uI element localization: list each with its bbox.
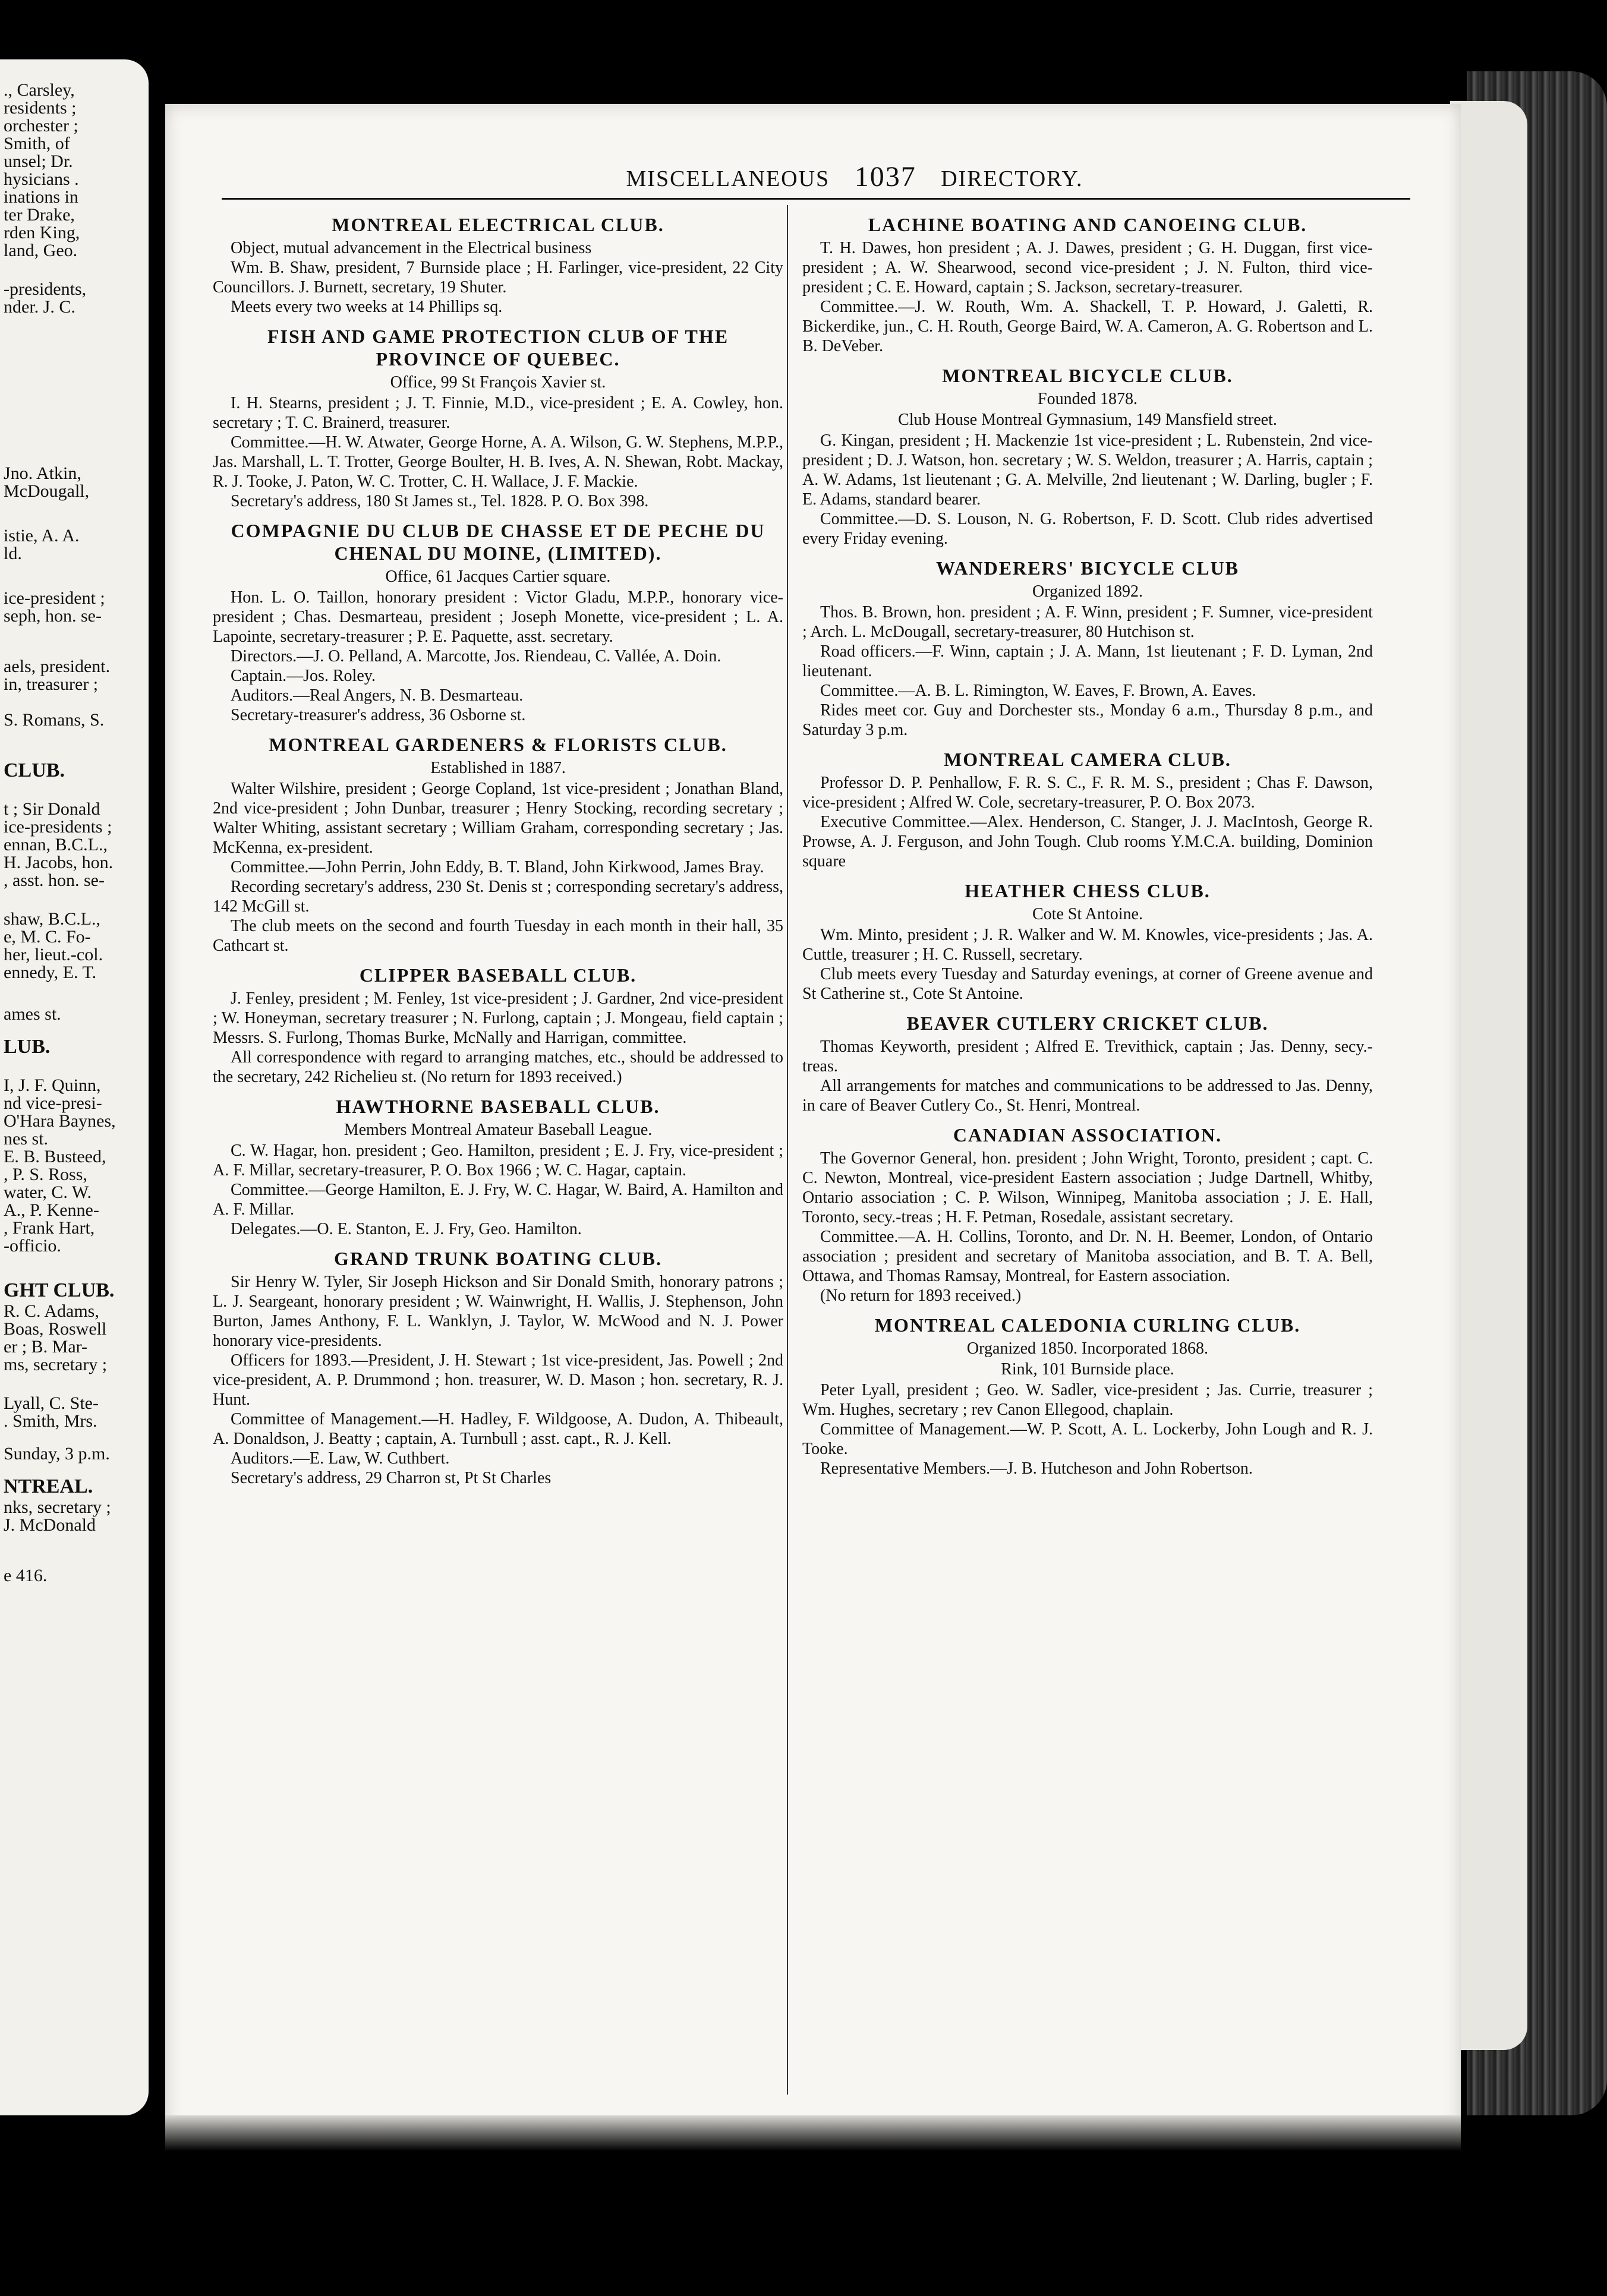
club-paragraph: Committee.—John Perrin, John Eddy, B. T. Bland, John Kirkwood, James Bray. — [231, 858, 764, 876]
left-page-text: . Smith, Mrs. — [4, 1411, 97, 1431]
left-page-text: nes st. — [4, 1129, 48, 1149]
left-page-text: her, lieut.-col. — [4, 945, 103, 964]
left-page-text: nd vice-presi- — [4, 1093, 102, 1113]
left-page-text: Smith, of — [4, 134, 70, 153]
left-page-text: land, Geo. — [4, 241, 78, 260]
club-paragraph: Committee of Management.—H. Hadley, F. Wildgoose, A. Dudon, A. Thibeault, A. Donaldson, J. Beatty ; captain, A. Turnbull ; asst. capt., R. J. Kell. — [213, 1410, 783, 1448]
club-paragraph: Committee.—J. W. Routh, Wm. A. Shackell, T. P. Howard, J. Galetti, R. Bickerdike, jun., C. H. Routh, George Baird, W. A. Cameron, A. G. Robertson and L. B. DeVeber. — [802, 298, 1373, 355]
club-entry — [802, 557, 1373, 740]
left-page-text: ennedy, E. T. — [4, 963, 97, 982]
club-paragraph: Secretary's address, 180 St James st., Tel. 1828. P. O. Box 398. — [231, 492, 649, 510]
left-page-text: Jno. Atkin, — [4, 463, 81, 483]
left-page-text: Boas, Roswell — [4, 1319, 107, 1339]
club-paragraph: Committee of Management.—W. P. Scott, A. L. Lockerby, John Lough and R. J. Tooke. — [802, 1420, 1373, 1458]
left-page-text: E. B. Busteed, — [4, 1147, 106, 1166]
club-title: CLIPPER BASEBALL CLUB. — [359, 964, 637, 986]
club-paragraph: Recording secretary's address, 230 St. Denis st ; corresponding secretary's address, 142 McGill st. — [213, 878, 783, 916]
club-title: COMPAGNIE DU CLUB DE CHASSE ET DE PECHE DU CHENAL DU MOINE, (LIMITED). — [231, 520, 765, 564]
club-paragraph: (No return for 1893 received.) — [820, 1286, 1022, 1305]
club-subtitle: Rink, 101 Burnside place. — [1001, 1360, 1174, 1379]
club-paragraph: Committee.—H. W. Atwater, George Horne, A. A. Wilson, G. W. Stephens, M.P.P., Jas. Marshall, L. T. Trotter, George Boulter, H. B. Ives, A. N. Shewan, Robt. Mackay, R. J. Tooke, J. Paton, W. C. Trotter, C. H. Wallace, J. F. Mackie. — [213, 433, 783, 491]
club-paragraph: All arrangements for matches and communications to be addressed to Jas. Denny, in care of Beaver Cutlery Co., St. Henri, Montreal. — [802, 1077, 1373, 1115]
club-paragraph: Thos. B. Brown, hon. president ; A. F. Winn, president ; F. Sumner, vice-president ; Arch. L. McDougall, secretary-treasurer, 80 Hutchison st. — [802, 603, 1373, 641]
left-page-fragment — [0, 59, 149, 2115]
left-page-text: , asst. hon. se- — [4, 871, 105, 890]
left-page-text: e, M. C. Fo- — [4, 927, 91, 947]
club-title: BEAVER CUTLERY CRICKET CLUB. — [906, 1013, 1269, 1034]
club-subtitle: Office, 99 St François Xavier st. — [390, 373, 606, 392]
club-title: MONTREAL CAMERA CLUB. — [944, 749, 1231, 770]
club-entry — [213, 213, 783, 317]
club-paragraph: Secretary-treasurer's address, 36 Osborne st. — [231, 706, 526, 724]
left-page-text: ice-presidents ; — [4, 817, 112, 837]
left-page-text: ld. — [4, 544, 22, 563]
left-page-text: ., Carsley, — [4, 80, 75, 100]
club-paragraph: Delegates.—O. E. Stanton, E. J. Fry, Geo. Hamilton. — [231, 1220, 582, 1238]
column-divider — [787, 205, 788, 2095]
header-rule — [222, 198, 1410, 200]
left-page-text: O'Hara Baynes, — [4, 1111, 116, 1131]
left-page-text: er ; B. Mar- — [4, 1337, 88, 1357]
club-paragraph: Auditors.—Real Angers, N. B. Desmarteau. — [231, 686, 524, 705]
left-page-text: H. Jacobs, hon. — [4, 853, 114, 872]
club-paragraph: Object, mutual advancement in the Electrical business — [231, 239, 592, 257]
club-title: HAWTHORNE BASEBALL CLUB. — [336, 1096, 660, 1117]
left-page-text: residents ; — [4, 98, 77, 118]
club-entry — [213, 1095, 783, 1239]
club-title: GRAND TRUNK BOATING CLUB. — [334, 1248, 662, 1269]
left-page-text: GHT CLUB. — [4, 1279, 115, 1301]
club-title: HEATHER CHESS CLUB. — [965, 880, 1211, 901]
club-paragraph: Thomas Keyworth, president ; Alfred E. Trevithick, captain ; Jas. Denny, secy.-treas. — [802, 1037, 1373, 1076]
club-paragraph: G. Kingan, president ; H. Mackenzie 1st vice-president ; L. Rubenstein, 2nd vice-president ; D. J. Watson, hon. secretary ; W. S. Weldon, treasurer ; A. Harris, captain ; A. W. Adams, 1st lieutenant ; G. A. Melville, 2nd lieutenant ; W. Darling, bugler ; F. E. Adams, standard bearer. — [802, 431, 1373, 509]
left-page-text: R. C. Adams, — [4, 1301, 99, 1321]
header-right: DIRECTORY. — [941, 166, 1083, 191]
club-entry — [802, 364, 1373, 548]
club-paragraph: Sir Henry W. Tyler, Sir Joseph Hickson and Sir Donald Smith, honorary patrons ; L. J. Seargeant, honorary president ; W. Wainwright, H. Wallis, J. Stephenson, John Burton, James Anthony, F. L. Wanklyn, J. Taylor, W. McWood and N. J. Power honorary vice-presidents. — [213, 1273, 783, 1350]
club-paragraph: T. H. Dawes, hon president ; A. J. Dawes, president ; G. H. Duggan, first vice-president ; A. W. Shearwood, second vice-president ; J. N. Fulton, third vice-president ; C. E. Howard, captain ; S. Jackson, secretary-treasurer. — [802, 239, 1373, 297]
club-entry — [802, 879, 1373, 1004]
left-page-text: ames st. — [4, 1004, 61, 1024]
club-paragraph: Officers for 1893.—President, J. H. Stewart ; 1st vice-president, Jas. Powell ; 2nd vice-president, A. P. Drummond ; hon. treasurer, W. D. Mason ; hon. secretary, R. J. Hunt. — [213, 1351, 783, 1409]
club-paragraph: Committee.—A. H. Collins, Toronto, and Dr. N. H. Beemer, London, of Ontario association ; president and secretary of Manitoba association, and B. T. A. Bell, Ottawa, and Thomas Ramsay, Montreal, for Eastern association. — [802, 1228, 1373, 1285]
left-page-text: A., P. Kenne- — [4, 1200, 99, 1220]
club-subtitle: Office, 61 Jacques Cartier square. — [385, 567, 611, 586]
club-subtitle: Organized 1850. Incorporated 1868. — [966, 1339, 1209, 1358]
club-paragraph: Committee.—George Hamilton, E. J. Fry, W. C. Hagar, W. Baird, A. Hamilton and A. F. Millar. — [213, 1181, 783, 1219]
club-paragraph: Rides meet cor. Guy and Dorchester sts., Monday 6 a.m., Thursday 8 p.m., and Saturday 3 p.m. — [802, 701, 1373, 739]
left-page-text: seph, hon. se- — [4, 606, 102, 626]
club-paragraph: Secretary's address, 29 Charron st, Pt St Charles — [231, 1469, 552, 1487]
header-left: MISCELLANEOUS — [626, 166, 830, 191]
club-paragraph: The Governor General, hon. president ; John Wright, Toronto, president ; capt. C. C. Newton, Montreal, vice-president Eastern association ; Judge Dartnell, Whitby, Ontario association ; C. P. Wilson, Winnipeg, Manitoba association ; J. E. Hall, Toronto, secy.-treas ; H. F. Petman, Rosedale, assistant secretary. — [802, 1149, 1373, 1226]
club-paragraph: Peter Lyall, president ; Geo. W. Sadler, vice-president ; Jas. Currie, treasurer ; Wm. Hughes, secretary ; rev Canon Ellegood, chaplain. — [802, 1381, 1373, 1419]
club-title: MONTREAL GARDENERS & FLORISTS CLUB. — [269, 734, 727, 755]
club-entry — [213, 1247, 783, 1488]
left-page-text: CLUB. — [4, 759, 65, 781]
left-page-text: , P. S. Ross, — [4, 1165, 87, 1184]
club-title: MONTREAL BICYCLE CLUB. — [942, 365, 1233, 386]
left-page-text: orchester ; — [4, 116, 78, 135]
club-title: WANDERERS' BICYCLE CLUB — [935, 557, 1240, 579]
page-number: 1037 — [854, 161, 916, 193]
left-page-text: McDougall, — [4, 481, 90, 501]
left-page-text: -officio. — [4, 1236, 61, 1256]
club-paragraph: Committee.—D. S. Louson, N. G. Robertson, F. D. Scott. Club rides advertised every Friday evening. — [802, 510, 1373, 548]
club-paragraph: Wm. B. Shaw, president, 7 Burnside place ; H. Farlinger, vice-president, 22 City Councillors. J. Burnett, secretary, 19 Shuter. — [213, 258, 783, 297]
club-paragraph: I. H. Stearns, president ; J. T. Finnie, M.D., vice-president ; E. A. Cowley, hon. secretary ; T. C. Brainerd, treasurer. — [213, 394, 783, 432]
club-entry — [802, 748, 1373, 871]
club-title: LACHINE BOATING AND CANOEING CLUB. — [868, 214, 1307, 235]
club-entry — [802, 213, 1373, 356]
club-paragraph: Captain.—Jos. Roley. — [231, 667, 376, 685]
left-page-text: istie, A. A. — [4, 526, 80, 545]
right-column — [802, 210, 1373, 1487]
left-page-text: Lyall, C. Ste- — [4, 1393, 99, 1413]
left-page-text: J. McDonald — [4, 1515, 96, 1535]
bottom-shadow — [165, 2115, 1461, 2151]
club-title: MONTREAL CALEDONIA CURLING CLUB. — [874, 1314, 1301, 1336]
left-page-text: ter Drake, — [4, 205, 75, 225]
left-page-text: Sunday, 3 p.m. — [4, 1444, 110, 1464]
left-page-text: aels, president. — [4, 657, 111, 676]
left-page-text: inations in — [4, 187, 78, 207]
club-entry — [213, 733, 783, 955]
left-page-text: water, C. W. — [4, 1182, 92, 1202]
club-entry — [802, 1314, 1373, 1478]
left-page-text: -presidents, — [4, 279, 87, 299]
club-paragraph: Club meets every Tuesday and Saturday evenings, at corner of Greene avenue and St Catherine st., Cote St Antoine. — [802, 965, 1373, 1003]
gutter — [149, 59, 165, 2115]
club-entry — [802, 1012, 1373, 1115]
club-entry — [213, 519, 783, 725]
club-title: MONTREAL ELECTRICAL CLUB. — [332, 214, 664, 235]
left-page-text: e 416. — [4, 1566, 48, 1585]
right-page-inner-edge — [1450, 101, 1527, 2050]
club-paragraph: Directors.—J. O. Pelland, A. Marcotte, Jos. Riendeau, C. Vallée, A. Doin. — [231, 647, 721, 666]
club-paragraph: J. Fenley, president ; M. Fenley, 1st vice-president ; J. Gardner, 2nd vice-president ; W. Honeyman, secretary treasurer ; N. Furlong, captain ; J. Mongeau, field captain ; Messrs. S. Furlong, Thomas Burke, McNally and Harrigan, committee. — [213, 989, 783, 1047]
directory-page — [165, 104, 1461, 2142]
club-subtitle: Founded 1878. — [1038, 390, 1137, 408]
club-paragraph: Professor D. P. Penhallow, F. R. S. C., F. R. M. S., president ; Chas F. Dawson, vice-president ; Alfred W. Cole, secretary-treasurer, P. O. Box 2073. — [802, 774, 1373, 812]
left-page-text: hysicians . — [4, 169, 79, 189]
club-subtitle: Organized 1892. — [1032, 582, 1143, 601]
club-subtitle: Established in 1887. — [430, 759, 566, 777]
club-paragraph: Hon. L. O. Taillon, honorary president : Victor Gladu, M.P.P., honorary vice-president ; Chas. Desmarteau, president ; Joseph Monette, vice-president ; L. A. Lapointe, secretary-treasurer ; P. E. Paquette, asst. secretary. — [213, 588, 783, 646]
club-subtitle: Club House Montreal Gymnasium, 149 Mansfield street. — [898, 411, 1277, 429]
club-title: CANADIAN ASSOCIATION. — [953, 1124, 1222, 1146]
left-page-text: ms, secretary ; — [4, 1355, 108, 1374]
left-page-text: unsel; Dr. — [4, 152, 73, 171]
club-paragraph: All correspondence with regard to arranging matches, etc., should be addressed to the secretary, 242 Richelieu st. (No return for 1893 received.) — [213, 1048, 783, 1086]
club-subtitle: Cote St Antoine. — [1032, 905, 1143, 923]
left-page-text: LUB. — [4, 1036, 51, 1058]
club-paragraph: Wm. Minto, president ; J. R. Walker and W. M. Knowles, vice-presidents ; Jas. A. Cuttle, treasurer ; H. C. Russell, secretary. — [802, 926, 1373, 964]
club-entry — [213, 325, 783, 511]
left-page-text: I, J. F. Quinn, — [4, 1076, 101, 1095]
club-paragraph: Road officers.—F. Winn, captain ; J. A. Mann, 1st lieutenant ; F. D. Lyman, 2nd lieutenant. — [802, 642, 1373, 680]
left-page-text: in, treasurer ; — [4, 674, 99, 694]
club-paragraph: Meets every two weeks at 14 Phillips sq. — [231, 298, 503, 316]
club-paragraph: Representative Members.—J. B. Hutcheson and John Robertson. — [820, 1459, 1253, 1478]
left-page-text: rden King, — [4, 223, 80, 242]
left-page-text: NTREAL. — [4, 1475, 93, 1497]
club-subtitle: Members Montreal Amateur Baseball League. — [344, 1121, 653, 1139]
left-page-text: S. Romans, S. — [4, 710, 105, 730]
club-paragraph: The club meets on the second and fourth Tuesday in each month in their hall, 35 Cathcart st. — [213, 917, 783, 955]
club-paragraph: Auditors.—E. Law, W. Cuthbert. — [231, 1449, 450, 1468]
left-page-text: ice-president ; — [4, 588, 105, 608]
club-paragraph: Committee.—A. B. L. Rimington, W. Eaves, F. Brown, A. Eaves. — [820, 682, 1256, 700]
club-paragraph: Executive Committee.—Alex. Henderson, C. Stanger, J. J. MacIntosh, George R. Prowse, A. J. Ferguson, and John Tough. Club rooms Y.M.C.A. building, Dominion square — [802, 813, 1373, 871]
left-page-text: shaw, B.C.L., — [4, 909, 101, 929]
left-page-text: ennan, B.C.L., — [4, 835, 108, 854]
club-entry — [213, 964, 783, 1087]
club-title: FISH AND GAME PROTECTION CLUB OF THE PROVINCE OF QUEBEC. — [267, 326, 729, 370]
club-entry — [802, 1124, 1373, 1305]
club-paragraph: C. W. Hagar, hon. president ; Geo. Hamilton, president ; E. J. Fry, vice-president ; A. F. Millar, secretary-treasurer, P. O. Box 1966 ; W. C. Hagar, captain. — [213, 1141, 783, 1179]
left-page-text: , Frank Hart, — [4, 1218, 95, 1238]
left-column — [213, 210, 783, 1496]
page-header — [498, 160, 1211, 193]
left-page-text: nks, secretary ; — [4, 1497, 111, 1517]
left-page-text: nder. J. C. — [4, 297, 75, 317]
left-page-text: t ; Sir Donald — [4, 799, 100, 819]
club-paragraph: Walter Wilshire, president ; George Copland, 1st vice-president ; Jonathan Bland, 2nd vice-president ; John Dunbar, treasurer ; Henry Stocking, recording secretary ; Walter Whiting, assistant secretary ; William Graham, corresponding secretary ; Jas. McKenna, ex-president. — [213, 780, 783, 857]
